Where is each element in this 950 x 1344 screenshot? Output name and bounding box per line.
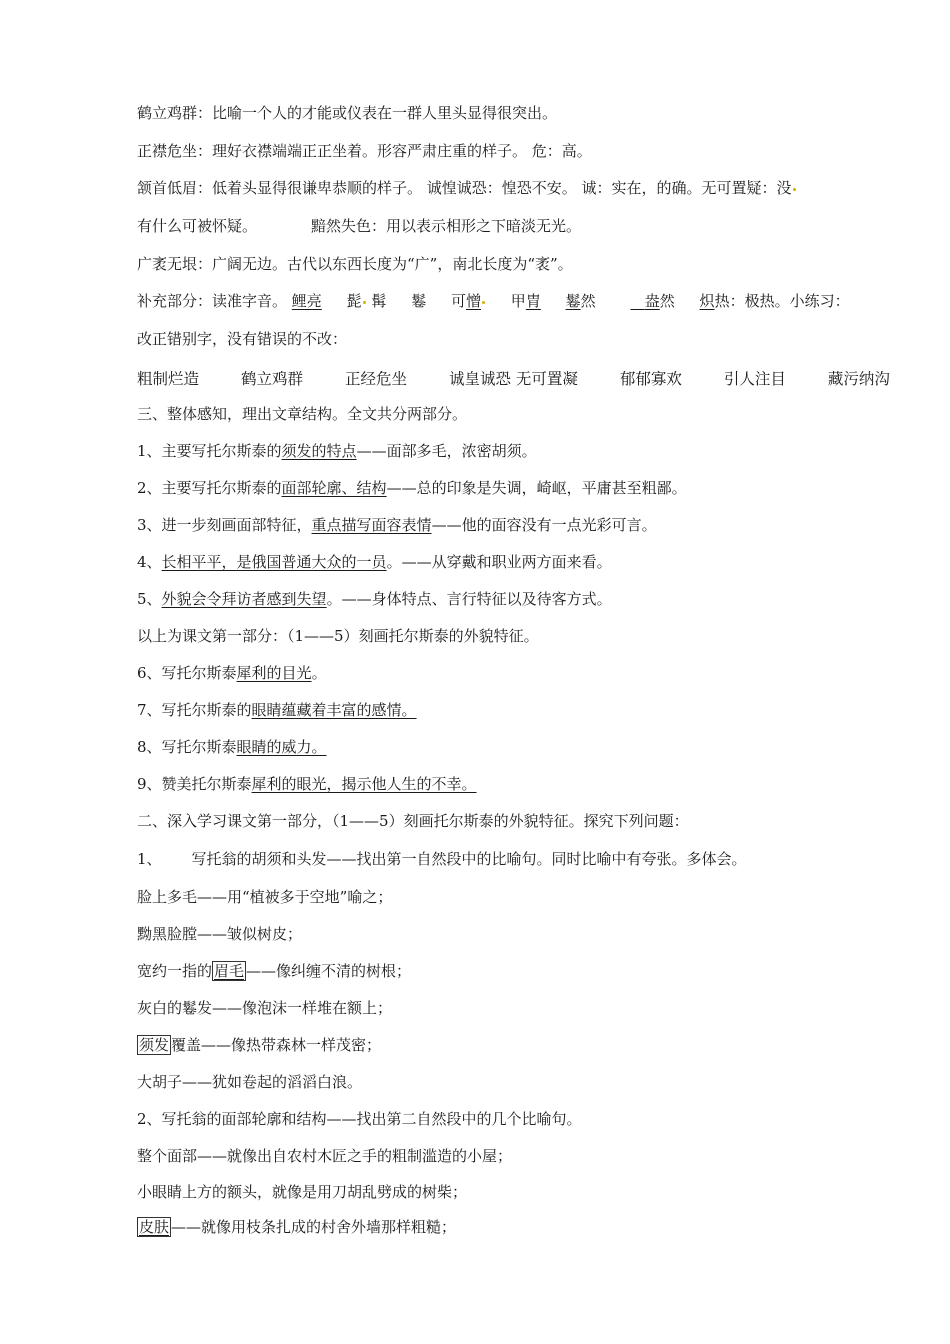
exercise-words (137, 369, 890, 389)
structure-item-7: 7、写托尔斯泰的眼睛蕴藏着丰富的感情。 (137, 701, 417, 719)
definition-zhengjin-weizuo: 正襟危坐：理好衣襟端端正正坐着。形容严肃庄重的样子。 危：高。 (137, 142, 592, 160)
structure-item-2: 2、主要写托尔斯泰的面部轮廓、结构——总的印象是失调，崎岖，平庸甚至粗鄙。 (137, 479, 687, 497)
metaphor-line: 黝黑脸膛——皱似树皮； (137, 925, 303, 943)
section-heading-3: 三、整体感知，理出文章结构。全文共分两部分。 (137, 405, 468, 423)
metaphor-line: 宽约一指的 眉毛 ——像纠缠不清的树根； (137, 962, 412, 980)
definition-anran-shise: 有什么可被怀疑。 黯然失色：用以表示相形之下暗淡无光。 (137, 217, 582, 235)
structure-item-6: 6、写托尔斯泰犀利的目光。 (137, 664, 327, 682)
part-one-summary: 以上为课文第一部分：（1——5）刻画托尔斯泰的外貌特征。 (137, 627, 539, 645)
exercise-word: 藏污纳沟 (827, 370, 890, 388)
exercise-word: 正经危坐 (345, 370, 408, 388)
question-2: 2、写托翁的面部轮廓和结构——找出第二自然段中的几个比喻句。 (137, 1110, 582, 1128)
structure-item-5: 5、外貌会令拜访者感到失望。——身体特点、言行特征以及待客方式。 (137, 590, 612, 608)
question-1: 1、 写托翁的胡须和头发——找出第一自然段中的比喻句。同时比喻中有夸张。多体会。 (137, 850, 747, 868)
structure-item-1: 1、主要写托尔斯泰的须发的特点——面部多毛，浓密胡须。 (137, 442, 537, 460)
annotation-mark (793, 188, 796, 191)
exercise-word: 引人注目 (723, 370, 786, 388)
exercise-instruction: 改正错别字，没有错误的不改： (137, 330, 348, 348)
definition-hanshou-dimei: 颔首低眉：低着头显得很谦卑恭顺的样子。 诚惶诚恐：惶恐不安。 诚：实在，的确。无可置疑：没 (137, 178, 890, 198)
metaphor-line: 整个面部——就像出自农村木匠之手的粗制滥造的小屋； (137, 1147, 513, 1165)
metaphor-line: 皮肤 ——就像用枝条扎成的村舍外墙那样粗糙； (139, 1218, 457, 1236)
structure-item-9: 9、赞美托尔斯泰犀利的眼光，揭示他人生的不幸。 (137, 775, 477, 793)
exercise-word: 郁郁寡欢 (619, 370, 682, 388)
structure-item-8: 8、写托尔斯泰眼睛的威力。 (137, 738, 327, 756)
exercise-word: 粗制烂造 (137, 370, 200, 388)
exercise-word: 鹤立鸡群 (241, 370, 304, 388)
metaphor-line: 小眼睛上方的额头，就像是用刀胡乱劈成的树柴； (137, 1183, 468, 1201)
structure-item-4: 4、长相平平，是俄国普通大众的一员。——从穿戴和职业两方面来看。 (137, 553, 612, 571)
exercise-word: 诚皇诚恐 无可置凝 (449, 370, 578, 388)
definition-guangmao-wuyin: 广袤无垠：广阔无边。古代以东西长度为“广”，南北长度为“袤”。 (137, 255, 573, 273)
metaphor-line: 大胡子——犹如卷起的滔滔白浪。 (137, 1073, 363, 1091)
pronunciation-row: 补充部分：读准字音。 鲤亮 髭 髯 鬈 可憎 甲胄 鬈然 盎然 炽热：极热。小练习： (137, 292, 850, 310)
metaphor-line: 灰白的鬈发——像泡沫一样堆在额上； (137, 999, 393, 1017)
metaphor-line: 须发 覆盖——像热带森林一样茂密； (139, 1036, 382, 1054)
structure-item-3: 3、进一步刻画面部特征，重点描写面容表情——他的面容没有一点光彩可言。 (137, 516, 657, 534)
metaphor-line: 脸上多毛——用“植被多于空地”喻之； (137, 888, 393, 906)
section-heading-2: 二、深入学习课文第一部分，（1——5）刻画托尔斯泰的外貌特征。探究下列问题： (137, 812, 689, 830)
definition-heli-jiqun: 鹤立鸡群：比喻一个人的才能或仪表在一群人里头显得很突出。 (137, 104, 558, 122)
